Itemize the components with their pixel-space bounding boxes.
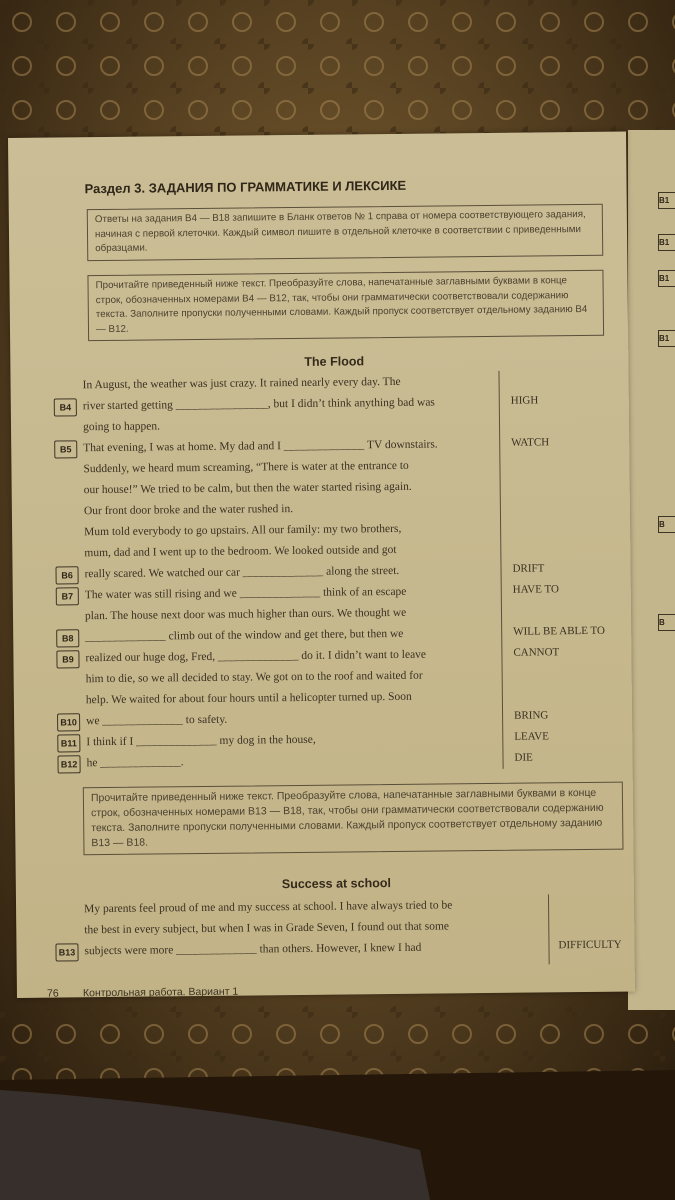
story1-line: our house!” We tried to be calm, but then the water started rising again. — [83, 480, 412, 497]
side-task-code: B — [658, 516, 675, 533]
keyword-word: DIE — [514, 751, 533, 764]
story1-line: Our front door broke and the water rushed in. — [83, 503, 294, 518]
story1-line: him to die, so we all decided to stay. We got on to the roof and waited for — [85, 669, 423, 686]
task-code-badge: B9 — [56, 650, 79, 668]
side-task-code: B1 — [658, 192, 675, 209]
task-code-badge: B5 — [54, 440, 77, 458]
task-code-badge: B10 — [57, 713, 80, 731]
task-code-badge: B13 — [55, 943, 78, 961]
keyword-word: HAVE TO — [512, 583, 559, 596]
adjacent-page-edge — [628, 130, 675, 1010]
story1-divider — [498, 371, 503, 769]
task-code-badge: B8 — [56, 629, 79, 647]
instructions-box-part2 — [83, 782, 624, 856]
story1-line: I think if I ______________ my dog in the house, — [86, 733, 316, 749]
task-code-badge: B11 — [57, 734, 80, 752]
story2-line: the best in every subject, but when I was in Grade Seven, I found out that some — [84, 920, 450, 937]
footer-title: Контрольная работа. Вариант 1 — [82, 985, 239, 1000]
task-code-badge: B12 — [57, 755, 80, 773]
instructions-part1-text: Прочитайте приведенный ниже текст. Преобразуйте слова, напечатанные заглавными буквами в конце строк, обозначенных номерами B4 — B12, так, чтобы они грамматически соответствовали содержанию текста. Заполните пропуски полученными словами. Каждый пропуск соответствует отдельному заданию B4 — B12. — [95, 275, 588, 335]
task-code-badge: B7 — [56, 587, 79, 605]
story2-line: subjects were more ______________ than others. However, I knew I had — [84, 941, 422, 958]
story1-line: Suddenly, we heard mum screaming, “There is water at the entrance to — [83, 459, 409, 476]
keyword-word: WILL BE ABLE TO — [513, 624, 606, 638]
story1-line: we ______________ to safety. — [86, 713, 228, 728]
task-code-badge: B6 — [55, 566, 78, 584]
page-number: 76 — [46, 987, 59, 1000]
keyword-word: BRING — [514, 709, 549, 722]
instructions-box-part1 — [87, 270, 604, 341]
keyword-word: WATCH — [511, 436, 550, 449]
task-code-badge: B4 — [54, 398, 77, 416]
story1-line: The water was still rising and we ______________ think of an escape — [84, 585, 407, 602]
keyword-word: CANNOT — [513, 646, 560, 659]
story1-line: going to happen. — [82, 420, 161, 434]
instructions-top-text: Ответы на задания B4 — B18 запишите в Бланк ответов № 1 справа от номера соответствующего задания, начиная с первой клеточки. Каждый символ пишите в отдельной клеточке в соответствии с приведенными образцами. — [94, 208, 586, 255]
story1-line: realized our huge dog, Fred, ______________ do it. I didn’t want to leave — [85, 648, 427, 665]
side-task-code: B1 — [658, 270, 675, 287]
story1-line: help. We waited for about four hours until a helicopter turned up. Soon — [85, 690, 412, 707]
keyword-word: DRIFT — [512, 562, 545, 575]
story1-line: ______________ climb out of the window and get there, but then we — [85, 627, 404, 644]
keyword-word: LEAVE — [514, 730, 549, 743]
story1-line: That evening, I was at home. My dad and I ______________ TV downstairs. — [83, 438, 438, 455]
story1-line: river started getting ________________, but I didn’t think anything bad was — [82, 396, 435, 413]
story1-line: plan. The house next door was much higher than ours. We thought we — [84, 606, 407, 623]
section-heading: Раздел 3. ЗАДАНИЯ ПО ГРАММАТИКЕ И ЛЕКСИКЕ — [84, 177, 407, 197]
side-task-code: B — [658, 614, 675, 631]
side-task-code: B1 — [658, 330, 675, 347]
story2-divider — [548, 894, 550, 964]
story1-line: Mum told everybody to go upstairs. All our family: my two brothers, — [84, 522, 402, 539]
story1-title: The Flood — [304, 354, 365, 369]
story2-title: Success at school — [281, 876, 391, 892]
side-task-code: B1 — [658, 234, 675, 251]
story1-line: In August, the weather was just crazy. It rained nearly every day. The — [82, 375, 401, 392]
story2-line: My parents feel proud of me and my success at school. I have always tried to be — [84, 899, 453, 916]
keyword-word: HIGH — [510, 394, 539, 407]
instructions-box-top — [87, 204, 604, 261]
keyword-word: DIFFICULTY — [558, 938, 622, 952]
story1-line: really scared. We watched our car ______________ along the street. — [84, 564, 400, 581]
instructions-part2-text: Прочитайте приведенный ниже текст. Преобразуйте слова, напечатанные заглавными буквами в конце строк, обозначенных номерами B13 — B18, так, чтобы они грамматически соответствовали содержанию текста. Заполните пропуски полученными словами. Каждый пропуск соответствует отдельному заданию B13 — B18. — [90, 786, 604, 850]
story1-line: mum, dad and I went up to the bedroom. We looked outside and got — [84, 543, 397, 560]
story1-line: he ______________. — [86, 756, 184, 770]
textbook-page — [8, 132, 635, 998]
